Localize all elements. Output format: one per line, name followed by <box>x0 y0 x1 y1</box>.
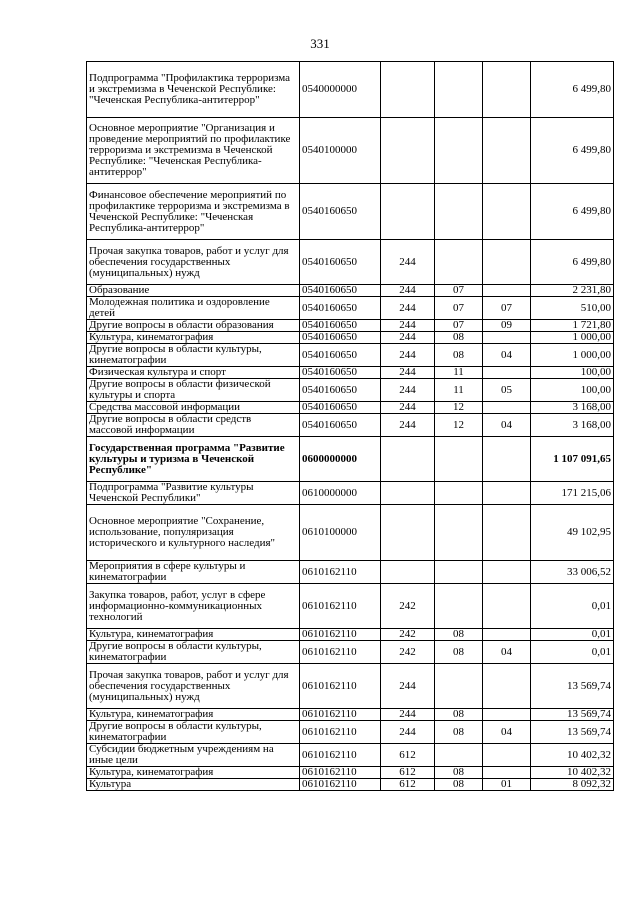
subsection-cell <box>483 482 531 505</box>
target-code-cell: 0540160650 <box>300 379 381 402</box>
subsection-cell: 05 <box>483 379 531 402</box>
subsection-cell <box>483 332 531 344</box>
amount-cell: 100,00 <box>531 379 614 402</box>
amount-cell: 1 107 091,65 <box>531 437 614 482</box>
amount-cell: 10 402,32 <box>531 767 614 779</box>
name-cell: Подпрограмма "Профилактика терроризма и экстремизма в Чеченской Республике: "Чеченская Республика-антитеррор" <box>87 62 300 118</box>
table-row <box>87 118 614 184</box>
expense-type-cell <box>381 62 435 118</box>
amount-cell: 1 000,00 <box>531 344 614 367</box>
subsection-cell: 07 <box>483 297 531 320</box>
amount-cell: 100,00 <box>531 367 614 379</box>
amount-cell: 6 499,80 <box>531 184 614 240</box>
section-cell <box>435 184 483 240</box>
table-row <box>87 184 614 240</box>
table-row <box>87 779 614 791</box>
name-cell: Физическая культура и спорт <box>87 367 300 379</box>
name-cell: Другие вопросы в области культуры, кинематографии <box>87 641 300 664</box>
expense-type-cell: 244 <box>381 664 435 709</box>
target-code-cell: 0540160650 <box>300 297 381 320</box>
subsection-cell <box>483 240 531 285</box>
amount-cell: 3 168,00 <box>531 402 614 414</box>
subsection-cell <box>483 367 531 379</box>
budget-table <box>86 61 614 791</box>
table-row <box>87 240 614 285</box>
section-cell <box>435 744 483 767</box>
name-cell: Мероприятия в сфере культуры и кинематографии <box>87 561 300 584</box>
target-code-cell: 0540160650 <box>300 402 381 414</box>
expense-type-cell <box>381 561 435 584</box>
table-row <box>87 641 614 664</box>
expense-type-cell: 244 <box>381 332 435 344</box>
name-cell: Закупка товаров, работ, услуг в сфере информационно-коммуникационных технологий <box>87 584 300 629</box>
target-code-cell: 0610162110 <box>300 664 381 709</box>
expense-type-cell: 244 <box>381 367 435 379</box>
target-code-cell: 0610162110 <box>300 767 381 779</box>
expense-type-cell: 244 <box>381 240 435 285</box>
target-code-cell: 0540160650 <box>300 344 381 367</box>
table-row <box>87 721 614 744</box>
target-code-cell: 0610000000 <box>300 482 381 505</box>
subsection-cell: 04 <box>483 414 531 437</box>
name-cell: Другие вопросы в области средств массовой информации <box>87 414 300 437</box>
table-row <box>87 379 614 402</box>
table-row <box>87 62 614 118</box>
table-row <box>87 320 614 332</box>
subsection-cell <box>483 505 531 561</box>
name-cell: Другие вопросы в области культуры, кинематографии <box>87 344 300 367</box>
target-code-cell: 0540160650 <box>300 320 381 332</box>
expense-type-cell: 244 <box>381 285 435 297</box>
section-cell: 08 <box>435 779 483 791</box>
target-code-cell: 0610162110 <box>300 641 381 664</box>
expense-type-cell: 242 <box>381 641 435 664</box>
expense-type-cell <box>381 118 435 184</box>
expense-type-cell: 244 <box>381 379 435 402</box>
target-code-cell: 0540160650 <box>300 367 381 379</box>
subsection-cell <box>483 437 531 482</box>
amount-cell: 13 569,74 <box>531 709 614 721</box>
section-cell <box>435 118 483 184</box>
amount-cell: 2 231,80 <box>531 285 614 297</box>
amount-cell: 0,01 <box>531 641 614 664</box>
section-cell: 08 <box>435 332 483 344</box>
subsection-cell <box>483 584 531 629</box>
expense-type-cell: 612 <box>381 779 435 791</box>
subsection-cell <box>483 118 531 184</box>
target-code-cell: 0610162110 <box>300 584 381 629</box>
amount-cell: 3 168,00 <box>531 414 614 437</box>
subsection-cell: 04 <box>483 344 531 367</box>
target-code-cell: 0540160650 <box>300 414 381 437</box>
section-cell <box>435 584 483 629</box>
section-cell <box>435 482 483 505</box>
expense-type-cell: 244 <box>381 344 435 367</box>
name-cell: Другие вопросы в области физической культуры и спорта <box>87 379 300 402</box>
name-cell: Прочая закупка товаров, работ и услуг для обеспечения государственных (муниципальных) нужд <box>87 664 300 709</box>
table-row <box>87 297 614 320</box>
amount-cell: 6 499,80 <box>531 62 614 118</box>
amount-cell: 13 569,74 <box>531 664 614 709</box>
section-cell: 11 <box>435 367 483 379</box>
target-code-cell: 0540160650 <box>300 332 381 344</box>
table-row <box>87 332 614 344</box>
name-cell: Подпрограмма "Развитие культуры Чеченской Республики" <box>87 482 300 505</box>
section-cell: 08 <box>435 344 483 367</box>
expense-type-cell: 612 <box>381 767 435 779</box>
subsection-cell <box>483 767 531 779</box>
subsection-cell: 04 <box>483 721 531 744</box>
table-row <box>87 505 614 561</box>
page-number: 331 <box>310 36 330 51</box>
name-cell: Прочая закупка товаров, работ и услуг для обеспечения государственных (муниципальных) нужд <box>87 240 300 285</box>
expense-type-cell: 242 <box>381 584 435 629</box>
section-cell: 08 <box>435 767 483 779</box>
table-row <box>87 767 614 779</box>
section-cell: 07 <box>435 297 483 320</box>
table-row <box>87 709 614 721</box>
target-code-cell: 0540160650 <box>300 240 381 285</box>
target-code-cell: 0610162110 <box>300 779 381 791</box>
expense-type-cell: 244 <box>381 297 435 320</box>
section-cell: 08 <box>435 721 483 744</box>
subsection-cell <box>483 744 531 767</box>
amount-cell: 510,00 <box>531 297 614 320</box>
subsection-cell: 01 <box>483 779 531 791</box>
table-row <box>87 367 614 379</box>
subsection-cell <box>483 402 531 414</box>
name-cell: Другие вопросы в области культуры, кинематографии <box>87 721 300 744</box>
table-row <box>87 482 614 505</box>
name-cell: Основное мероприятие "Сохранение, использование, популяризация исторического и культурного наследия" <box>87 505 300 561</box>
target-code-cell: 0540000000 <box>300 62 381 118</box>
section-cell <box>435 561 483 584</box>
target-code-cell: 0610162110 <box>300 721 381 744</box>
target-code-cell: 0610162110 <box>300 629 381 641</box>
target-code-cell: 0610162110 <box>300 561 381 584</box>
subsection-cell <box>483 62 531 118</box>
amount-cell: 0,01 <box>531 584 614 629</box>
subsection-cell <box>483 184 531 240</box>
table-row <box>87 629 614 641</box>
expense-type-cell <box>381 482 435 505</box>
target-code-cell: 0610162110 <box>300 709 381 721</box>
amount-cell: 13 569,74 <box>531 721 614 744</box>
amount-cell: 33 006,52 <box>531 561 614 584</box>
subsection-cell <box>483 629 531 641</box>
name-cell: Финансовое обеспечение мероприятий по профилактике терроризма и экстремизма в Чеченской Республике: "Чеченская Республика-антитеррор" <box>87 184 300 240</box>
name-cell: Основное мероприятие "Организация и проведение мероприятий по профилактике терроризма и экстремизма в Чеченской Республике: "Чеченская Республика-антитеррор" <box>87 118 300 184</box>
amount-cell: 6 499,80 <box>531 240 614 285</box>
name-cell: Государственная программа "Развитие культуры и туризма в Чеченской Республике" <box>87 437 300 482</box>
target-code-cell: 0600000000 <box>300 437 381 482</box>
target-code-cell: 0540160650 <box>300 184 381 240</box>
subsection-cell <box>483 285 531 297</box>
subsection-cell <box>483 709 531 721</box>
section-cell: 11 <box>435 379 483 402</box>
section-cell: 07 <box>435 320 483 332</box>
name-cell: Молодежная политика и оздоровление детей <box>87 297 300 320</box>
amount-cell: 171 215,06 <box>531 482 614 505</box>
expense-type-cell: 244 <box>381 721 435 744</box>
amount-cell: 1 721,80 <box>531 320 614 332</box>
section-cell: 08 <box>435 641 483 664</box>
subsection-cell <box>483 561 531 584</box>
table-row <box>87 561 614 584</box>
expense-type-cell: 244 <box>381 402 435 414</box>
subsection-cell <box>483 664 531 709</box>
name-cell: Другие вопросы в области образования <box>87 320 300 332</box>
target-code-cell: 0610162110 <box>300 744 381 767</box>
table-row <box>87 344 614 367</box>
expense-type-cell <box>381 184 435 240</box>
section-cell: 12 <box>435 402 483 414</box>
expense-type-cell: 244 <box>381 414 435 437</box>
amount-cell: 6 499,80 <box>531 118 614 184</box>
target-code-cell: 0610100000 <box>300 505 381 561</box>
section-cell: 08 <box>435 629 483 641</box>
name-cell: Культура, кинематография <box>87 629 300 641</box>
name-cell: Культура, кинематография <box>87 332 300 344</box>
name-cell: Культура <box>87 779 300 791</box>
expense-type-cell: 242 <box>381 629 435 641</box>
table-row <box>87 414 614 437</box>
table-row <box>87 744 614 767</box>
table-row <box>87 584 614 629</box>
amount-cell: 10 402,32 <box>531 744 614 767</box>
name-cell: Образование <box>87 285 300 297</box>
name-cell: Средства массовой информации <box>87 402 300 414</box>
expense-type-cell <box>381 437 435 482</box>
section-cell: 08 <box>435 709 483 721</box>
section-cell <box>435 62 483 118</box>
section-cell <box>435 505 483 561</box>
target-code-cell: 0540100000 <box>300 118 381 184</box>
section-cell: 12 <box>435 414 483 437</box>
section-cell <box>435 437 483 482</box>
section-cell: 07 <box>435 285 483 297</box>
table-row <box>87 437 614 482</box>
amount-cell: 0,01 <box>531 629 614 641</box>
expense-type-cell: 244 <box>381 709 435 721</box>
name-cell: Культура, кинематография <box>87 709 300 721</box>
name-cell: Субсидии бюджетным учреждениям на иные цели <box>87 744 300 767</box>
amount-cell: 49 102,95 <box>531 505 614 561</box>
section-cell <box>435 664 483 709</box>
subsection-cell: 09 <box>483 320 531 332</box>
target-code-cell: 0540160650 <box>300 285 381 297</box>
amount-cell: 8 092,32 <box>531 779 614 791</box>
table-row <box>87 402 614 414</box>
expense-type-cell <box>381 505 435 561</box>
name-cell: Культура, кинематография <box>87 767 300 779</box>
section-cell <box>435 240 483 285</box>
subsection-cell: 04 <box>483 641 531 664</box>
table-row <box>87 285 614 297</box>
expense-type-cell: 244 <box>381 320 435 332</box>
expense-type-cell: 612 <box>381 744 435 767</box>
amount-cell: 1 000,00 <box>531 332 614 344</box>
table-row <box>87 664 614 709</box>
